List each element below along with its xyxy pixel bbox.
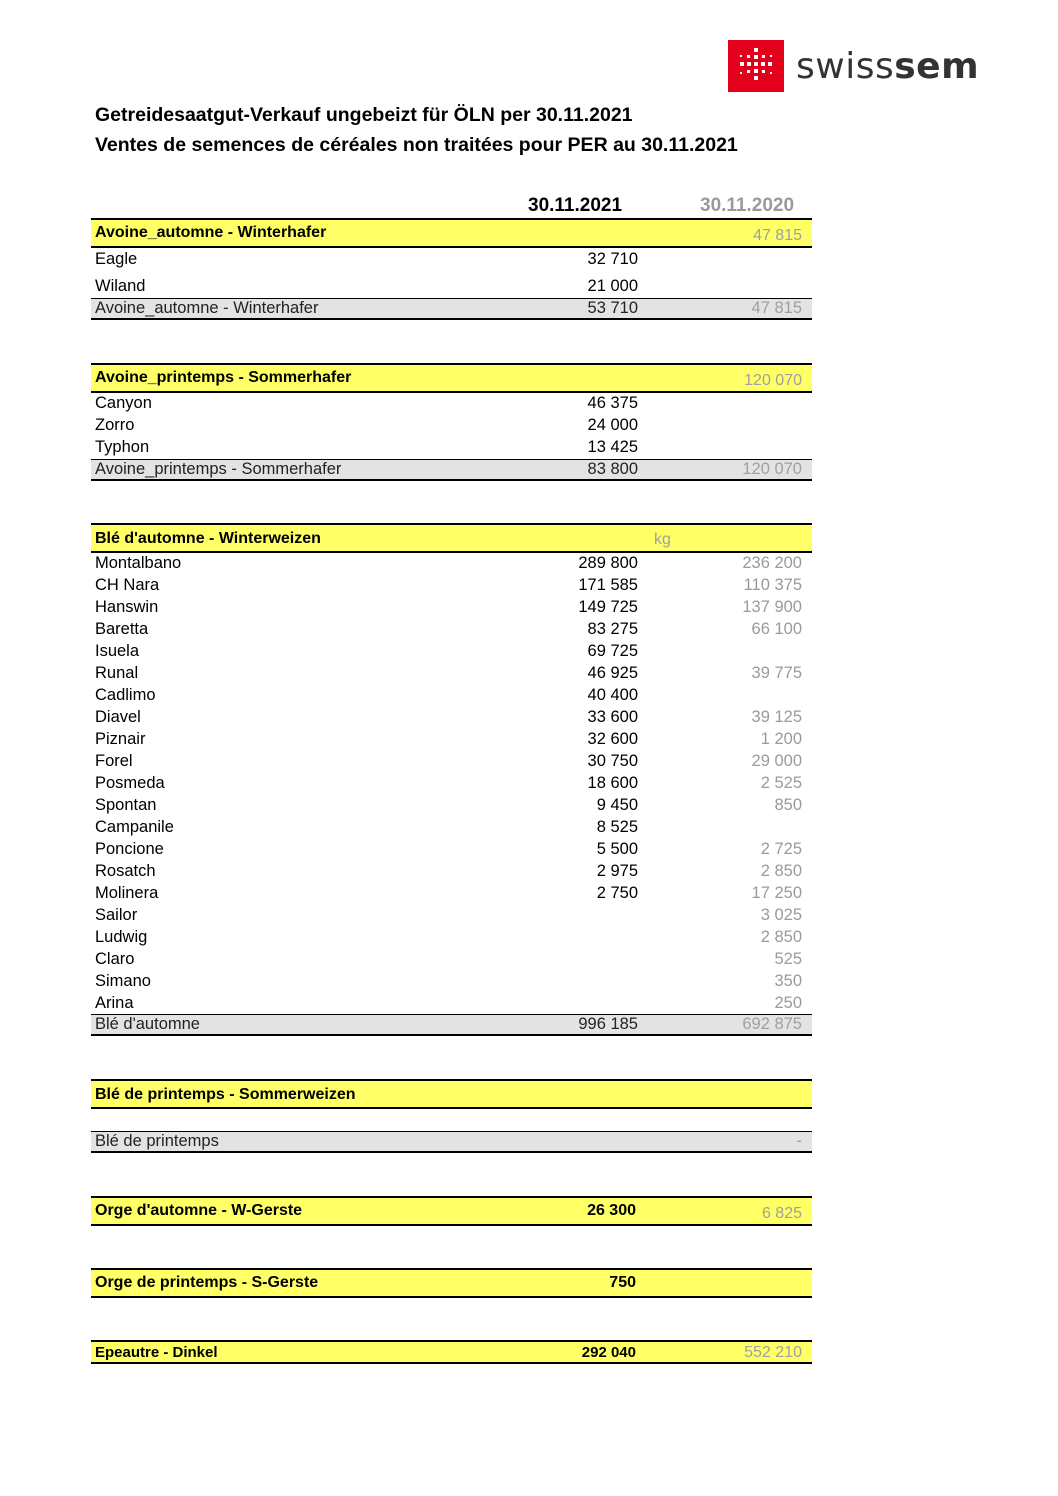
section-prev-value: 6 825 <box>761 1205 802 1222</box>
page-title-fr: Ventes de semences de céréales non traitées pour PER au 30.11.2021 <box>95 134 738 156</box>
section-header-avoine-printemps <box>91 363 812 393</box>
table-row: Canyon 46 375 <box>95 394 638 412</box>
section-total-avoine-printemps: Avoine_printemps - Sommerhafer 83 800 120 070 <box>91 459 812 481</box>
section-header-ble-automne <box>91 523 812 553</box>
section-header-orge-automne <box>91 1196 812 1226</box>
section-label: Blé de printemps - Sommerweizen <box>95 1086 356 1103</box>
table-row: Hanswin 149 725 137 900 <box>95 598 802 616</box>
section-current-value: 292 040 <box>581 1344 636 1361</box>
table-row: Arina 250 <box>95 994 802 1012</box>
table-row: Cadlimo 40 400 <box>95 686 638 704</box>
table-row: Eagle 32 710 <box>95 250 638 268</box>
table-row: Zorro 24 000 <box>95 416 638 434</box>
table-row: Montalbano 289 800 236 200 <box>95 554 802 572</box>
section-total-ble-printemps: Blé de printemps - <box>91 1131 812 1153</box>
table-row: Spontan 9 450 850 <box>95 796 802 814</box>
table-row: Baretta 83 275 66 100 <box>95 620 802 638</box>
section-header-avoine-automne <box>91 218 812 248</box>
column-header-previous: 30.11.2020 <box>700 195 795 216</box>
logo-cross-icon <box>728 40 784 92</box>
table-row: Poncione 5 500 2 725 <box>95 840 802 858</box>
table-row: Sailor 3 025 <box>95 906 802 924</box>
section-label: Avoine_automne - Winterhafer <box>95 224 327 241</box>
section-header-epeautre <box>91 1340 812 1364</box>
column-header-current: 30.11.2021 <box>528 195 623 216</box>
section-header-orge-printemps <box>91 1268 812 1298</box>
section-label: Blé d'automne - Winterweizen <box>95 530 321 547</box>
section-label: Avoine_printemps - Sommerhafer <box>95 369 352 386</box>
table-row: Molinera 2 750 17 250 <box>95 884 802 902</box>
table-row: Isuela 69 725 <box>95 642 638 660</box>
section-label: Orge de printemps - S-Gerste <box>95 1274 319 1291</box>
table-row: Diavel 33 600 39 125 <box>95 708 802 726</box>
table-row: Typhon 13 425 <box>95 438 638 456</box>
section-current-value: 26 300 <box>587 1202 636 1219</box>
section-total-avoine-automne: Avoine_automne - Winterhafer 53 710 47 815 <box>91 298 812 320</box>
table-row: Piznair 32 600 1 200 <box>95 730 802 748</box>
table-row: Wiland 21 000 <box>95 277 638 295</box>
table-row: Runal 46 925 39 775 <box>95 664 802 682</box>
section-prev-value: 47 815 <box>753 227 802 244</box>
table-row: Ludwig 2 850 <box>95 928 802 946</box>
table-row: Campanile 8 525 <box>95 818 638 836</box>
table-row: Claro 525 <box>95 950 802 968</box>
section-label: Epeautre - Dinkel <box>95 1344 218 1361</box>
unit-label: kg <box>654 531 671 548</box>
section-total-ble-automne: Blé d'automne 996 185 692 875 <box>91 1014 812 1036</box>
section-current-value: 750 <box>609 1274 636 1291</box>
section-prev-value: 552 210 <box>744 1344 802 1361</box>
table-row: Simano 350 <box>95 972 802 990</box>
section-prev-value: 120 070 <box>744 372 802 389</box>
section-label: Orge d'automne - W-Gerste <box>95 1202 303 1219</box>
table-row: CH Nara 171 585 110 375 <box>95 576 802 594</box>
table-row: Forel 30 750 29 000 <box>95 752 802 770</box>
table-row: Posmeda 18 600 2 525 <box>95 774 802 792</box>
section-header-ble-printemps <box>91 1079 812 1109</box>
logo-wordmark: swisssem <box>796 45 980 87</box>
table-row: Rosatch 2 975 2 850 <box>95 862 802 880</box>
page-title-de: Getreidesaatgut-Verkauf ungebeizt für ÖLN per 30.11.2021 <box>95 104 633 126</box>
swisssem-logo <box>728 40 979 92</box>
